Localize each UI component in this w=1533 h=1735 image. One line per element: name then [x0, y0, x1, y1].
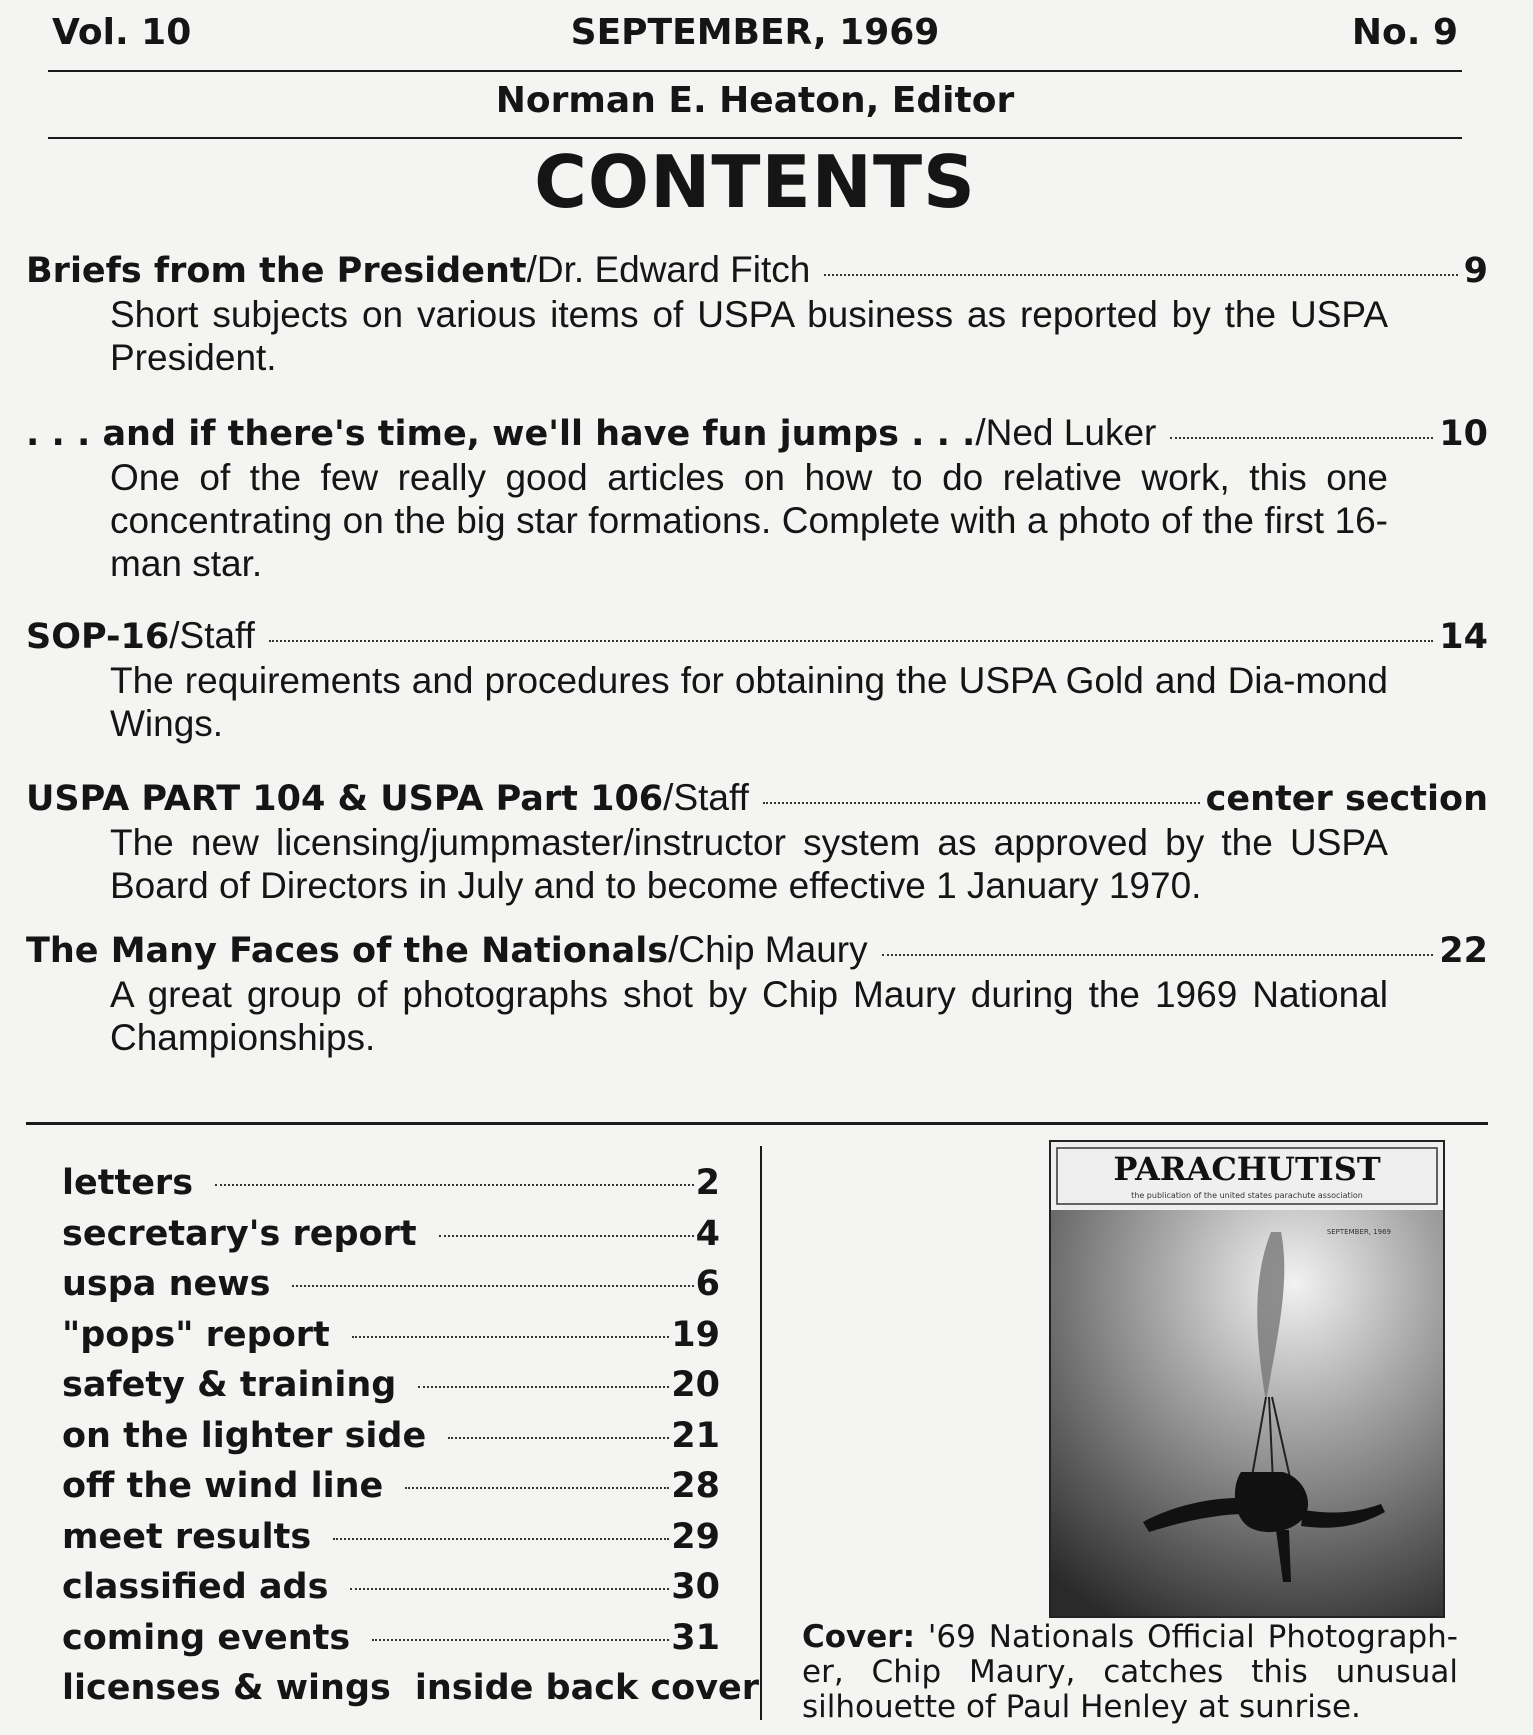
- feature-entry[interactable]: [26, 614, 1488, 745]
- dot-leader: [405, 1487, 669, 1489]
- feature-title: Briefs from the President: [26, 251, 527, 291]
- dot-leader: [439, 1235, 694, 1237]
- feature-author: /Staff: [663, 777, 749, 818]
- volume-label: Vol. 10: [52, 12, 192, 53]
- editor-line: Norman E. Heaton, Editor: [495, 80, 1015, 121]
- masthead-rule-top: [48, 70, 1462, 72]
- department-label: "pops" report: [62, 1314, 330, 1355]
- cover-photo-sky: [1051, 1210, 1443, 1616]
- issue-number: No. 9: [1351, 12, 1458, 53]
- feature-page: 22: [1439, 931, 1488, 971]
- feature-title: SOP-16: [26, 617, 170, 657]
- department-label: coming events: [62, 1617, 351, 1658]
- cover-illustration: [1051, 1142, 1443, 1616]
- dot-leader: [352, 1336, 670, 1338]
- cover-issue-date: SEPTEMBER, 1969: [1326, 1228, 1391, 1236]
- list-item[interactable]: [62, 1562, 720, 1613]
- cover-masthead-text: PARACHUTIST: [1113, 1150, 1381, 1188]
- department-page: 28: [671, 1466, 720, 1506]
- feature-description: Short subjects on various items of USPA business as reported by the USPA President.: [110, 294, 1388, 378]
- cover-caption-text: '69 Nationals Official Photograph-er, Chip Maury, catches this unusual silhouette of Paul Henley at sunrise.: [802, 1619, 1458, 1725]
- column-divider: [760, 1146, 762, 1720]
- feature-entry[interactable]: [26, 776, 1488, 907]
- cover-tagline: the publication of the united states parachute association: [1131, 1191, 1363, 1200]
- feature-author: /Dr. Edward Fitch: [526, 249, 811, 290]
- feature-title: The Many Faces of the Nationals: [26, 931, 669, 971]
- list-item[interactable]: [62, 1461, 720, 1512]
- feature-page: 10: [1439, 414, 1488, 454]
- dot-leader: [448, 1437, 669, 1439]
- list-item[interactable]: [62, 1411, 720, 1462]
- dot-leader: [269, 640, 1433, 642]
- feature-description: The requirements and procedures for obtaining the USPA Gold and Dia-mond Wings.: [110, 660, 1388, 744]
- department-page: 20: [671, 1365, 720, 1405]
- department-page: 6: [695, 1264, 720, 1304]
- list-item[interactable]: [62, 1310, 720, 1361]
- department-label: uspa news: [62, 1264, 271, 1304]
- feature-description: A great group of photographs shot by Chip Maury during the 1969 National Championships.: [110, 974, 1388, 1058]
- section-divider: [26, 1122, 1488, 1125]
- feature-entry[interactable]: [26, 411, 1488, 585]
- feature-title: USPA PART 104 & USPA Part 106: [26, 779, 664, 819]
- department-label: letters: [62, 1163, 194, 1203]
- department-label: safety & training: [62, 1365, 397, 1405]
- feature-page: 14: [1439, 617, 1488, 657]
- department-page: 31: [671, 1617, 720, 1658]
- dot-leader: [333, 1538, 669, 1540]
- masthead: [48, 8, 1462, 68]
- list-item[interactable]: [62, 1663, 760, 1714]
- feature-description: The new licensing/jumpmaster/instructor system as approved by the USPA Board of Directors in July and to become effective 1 January 1970.: [110, 822, 1388, 906]
- cover-caption-label: Cover:: [802, 1619, 915, 1655]
- masthead-rule-bottom: [48, 137, 1462, 139]
- department-label: secretary's report: [62, 1213, 417, 1254]
- feature-author: /Staff: [169, 615, 255, 656]
- dot-leader: [350, 1588, 669, 1590]
- list-item[interactable]: [62, 1259, 720, 1310]
- department-page: 2: [695, 1163, 720, 1203]
- feature-author: /Ned Luker: [975, 412, 1157, 453]
- dot-leader: [418, 1386, 669, 1388]
- list-item[interactable]: [62, 1209, 720, 1260]
- dot-leader: [372, 1639, 669, 1641]
- list-item[interactable]: [62, 1613, 720, 1664]
- dot-leader: [882, 954, 1434, 956]
- department-page: inside back cover: [414, 1668, 760, 1708]
- cover-caption: [802, 1620, 1458, 1725]
- feature-description: One of the few really good articles on how to do relative work, this one concentrating on the big star formations. Complete with a photo of the first 16-man star.: [110, 457, 1388, 584]
- feature-author: /Chip Maury: [668, 929, 868, 970]
- department-label: off the wind line: [62, 1466, 384, 1506]
- department-label: meet results: [62, 1516, 312, 1557]
- department-page: 30: [671, 1567, 720, 1607]
- department-label: classified ads: [62, 1567, 329, 1607]
- list-item[interactable]: [62, 1360, 720, 1411]
- feature-entry[interactable]: [26, 248, 1488, 379]
- dot-leader: [824, 274, 1457, 276]
- department-page: 4: [695, 1213, 720, 1254]
- list-item[interactable]: [62, 1158, 720, 1209]
- department-page: 19: [671, 1314, 720, 1355]
- dot-leader: [1170, 437, 1433, 439]
- department-page: 29: [671, 1516, 720, 1557]
- department-label: licenses & wings: [62, 1668, 391, 1708]
- cover-image: [1049, 1140, 1445, 1618]
- dot-leader: [763, 802, 1200, 804]
- feature-entry[interactable]: [26, 928, 1488, 1059]
- department-page: 21: [671, 1415, 720, 1456]
- department-label: on the lighter side: [62, 1415, 427, 1456]
- dot-leader: [215, 1184, 694, 1186]
- feature-page: 9: [1463, 251, 1488, 291]
- page-title: CONTENTS: [534, 140, 976, 224]
- feature-page: center section: [1205, 779, 1488, 819]
- dot-leader: [292, 1285, 693, 1287]
- list-item[interactable]: [62, 1512, 720, 1563]
- issue-date: SEPTEMBER, 1969: [570, 12, 940, 53]
- feature-title: . . . and if there's time, we'll have fun jumps . . .: [26, 414, 976, 454]
- departments-list: [62, 1158, 760, 1714]
